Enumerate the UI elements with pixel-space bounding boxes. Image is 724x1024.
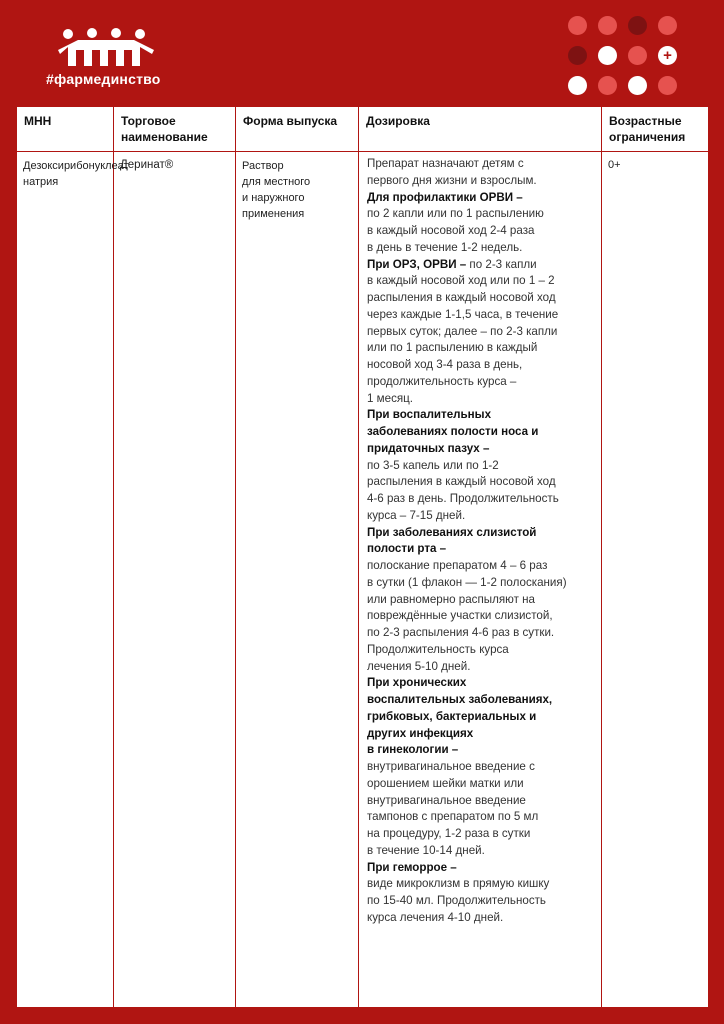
section-title: других инфекциях <box>367 726 474 740</box>
dot-icon <box>598 46 617 65</box>
people-group-logo-icon <box>54 28 158 68</box>
table-header-row <box>17 107 709 152</box>
dosage-line: внутривагинальное введение с <box>367 760 535 773</box>
dosage-line: орошением шейки матки или <box>367 776 524 790</box>
dosage-line: продолжительность курса – <box>367 374 517 388</box>
dosage-line: или равномерно распыляют на <box>367 592 535 606</box>
dosage-line: по 2 капли или по 1 распылению <box>367 207 544 221</box>
header-form: Форма выпуска <box>236 107 359 152</box>
section-title: При заболеваниях слизистой <box>367 525 537 539</box>
header-dosage: Дозировка <box>359 107 602 152</box>
dot-icon <box>568 46 587 65</box>
section-title: в гинекологии – <box>367 743 459 757</box>
cell-dosage <box>359 152 602 1008</box>
dosage-line: Препарат назначают детям с <box>367 157 524 170</box>
dot-icon <box>598 16 617 35</box>
cell-trade-name: Деринат® <box>114 152 236 1008</box>
dosage-line: через каждые 1-1,5 часа, в течение <box>367 307 559 321</box>
form-line: Раствор <box>242 160 284 172</box>
dot-icon <box>568 76 587 95</box>
section-title: полости рта – <box>367 542 447 556</box>
section-title: При воспалительных <box>367 408 492 422</box>
section-title: заболеваниях полости носа и <box>367 425 539 438</box>
dosage-line: полоскание препаратом 4 – 6 раз <box>367 559 548 572</box>
form-line: применения <box>242 208 305 220</box>
dosage-line: виде микроклизм в прямую кишку <box>367 877 550 891</box>
dosage-line: или по 1 распылению в каждый <box>367 341 538 355</box>
dosage-line: первого дня жизни и взрослым. <box>367 173 537 187</box>
dot-icon <box>628 16 647 35</box>
dot-icon <box>628 46 647 65</box>
decorative-dots <box>568 16 688 96</box>
section-title: грибковых, бактериальных и <box>367 709 537 723</box>
dosage-line: курса – 7-15 дней. <box>367 508 466 522</box>
dot-icon <box>658 16 677 35</box>
medical-cross-icon: + <box>658 46 677 65</box>
dosage-line: в сутки (1 флакон — 1-2 полоскания) <box>367 575 567 589</box>
page-header <box>0 0 724 106</box>
dosage-line: тампонов с препаратом по 5 мл <box>367 810 539 824</box>
section-title: придаточных пазух – <box>367 441 490 455</box>
dosage-line: Продолжительность курса <box>367 642 509 656</box>
section-title: При хронических <box>367 676 467 690</box>
dosage-line: 1 месяц. <box>367 391 414 405</box>
dosage-line: курса лечения 4-10 дней. <box>367 910 504 924</box>
dosage-line: лечения 5-10 дней. <box>367 659 471 673</box>
dosage-line: распыления в каждый носовой ход <box>367 475 556 489</box>
section-title: Для профилактики ОРВИ – <box>367 190 523 204</box>
drug-table <box>16 106 709 1008</box>
section-title: При геморрое – <box>367 860 457 874</box>
form-line: и наружного <box>242 192 305 204</box>
dosage-line: в каждый носовой ход 2-4 раза <box>367 224 535 237</box>
cell-mnn: Дезоксирибонуклеат натрия <box>17 152 114 1008</box>
dosage-line: в день в течение 1-2 недель. <box>367 240 523 254</box>
dot-icon <box>628 76 647 95</box>
dosage-line: по 15-40 мл. Продолжительность <box>367 894 546 907</box>
dosage-line: первых суток; далее – по 2-3 капли <box>367 324 558 338</box>
dosage-text: по 2-3 капли <box>466 257 537 271</box>
dot-icon <box>568 16 587 35</box>
table-row <box>17 152 709 1008</box>
brand-hashtag: #фармединство <box>46 71 161 87</box>
section-title: При ОРЗ, ОРВИ – <box>367 257 467 271</box>
cell-age: 0+ <box>602 152 709 1008</box>
dosage-line: по 3-5 капель или по 1-2 <box>367 458 499 472</box>
dosage-line: внутривагинальное введение <box>367 793 526 807</box>
dosage-line: распыления в каждый носовой ход <box>367 291 556 304</box>
drug-info-sheet <box>16 106 708 1008</box>
dosage-line: 4-6 раз в день. Продолжительность <box>367 492 559 505</box>
header-trade-name: Торговое наименование <box>114 107 236 152</box>
dot-icon <box>598 76 617 95</box>
form-line: для местного <box>242 176 311 188</box>
cell-form <box>236 152 359 1008</box>
section-title: воспалительных заболеваниях, <box>367 693 553 706</box>
dosage-line: в каждый носовой ход или по 1 – 2 <box>367 274 555 288</box>
dot-icon <box>658 76 677 95</box>
dosage-line <box>367 257 593 274</box>
dosage-line: повреждённые участки слизистой, <box>367 609 553 623</box>
dosage-line: носовой ход 3-4 раза в день, <box>367 358 523 371</box>
dosage-line: по 2-3 распыления 4-6 раз в сутки. <box>367 626 555 639</box>
header-mnn: МНН <box>17 107 114 152</box>
dosage-line: на процедуру, 1-2 раза в сутки <box>367 827 531 840</box>
header-age: Возрастные ограничения <box>602 107 709 152</box>
dosage-line: в течение 10-14 дней. <box>367 843 485 857</box>
